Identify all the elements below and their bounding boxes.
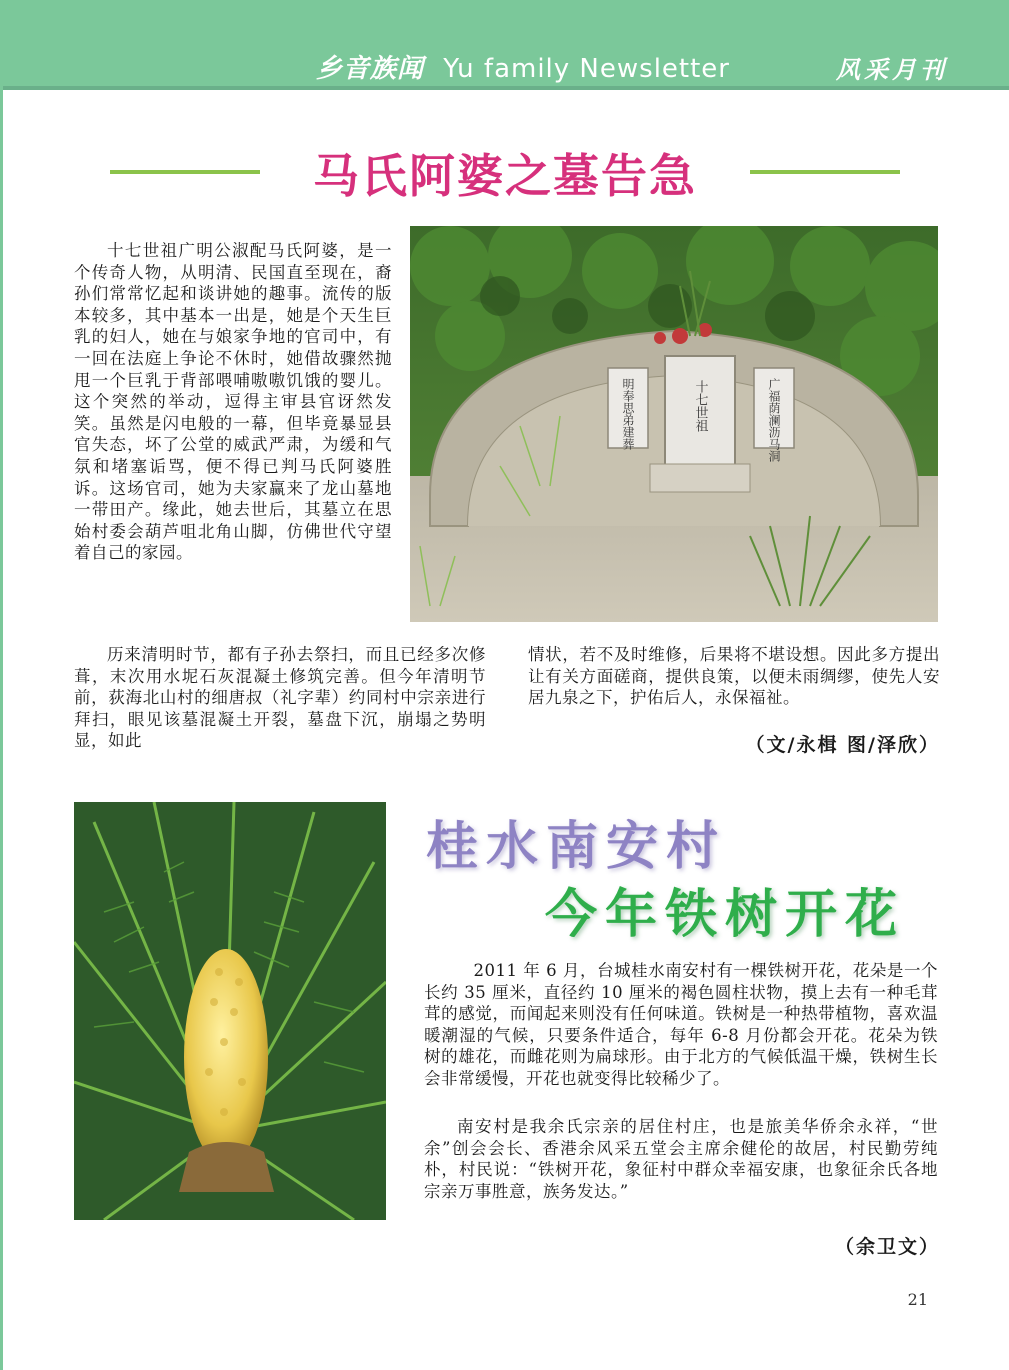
tomb-right-inscription: 广福荫澜沥马洞	[767, 378, 781, 462]
article1-title-block	[110, 140, 900, 203]
article1-paragraph-3: 情状，若不及时维修，后果将不堪设想。因此多方提出让有关方面磋商，提供良策，以便未雨绸缪，使先人安居九泉之下，护佑后人，永保福祉。	[528, 645, 940, 708]
newsletter-title-cn: 乡音族闻	[316, 54, 425, 84]
article2-credit: （余卫文）	[834, 1236, 940, 1258]
title-rule-right	[750, 170, 900, 174]
article1-paragraph-1: 十七世祖广明公淑配马氏阿婆，是一个传奇人物，从明清、民国直至现在，裔孙们常常忆起和谈讲她的趣事。流传的版本较多，其中基本一出是，她是个天生巨乳的妇人，她在与娘家争地的官司中，有一回在法庭上争论不休时，她借故骤然抛甩一个巨乳于背部喂哺嗷嗷饥饿的婴儿。这个突然的举动，逗得主审县官讶然发笑。虽然是闪电般的一幕，但毕竟暴显县官失态，坏了公堂的威武严肃，为缓和气氛和堵塞诟骂，便不得已判马氏阿婆胜诉。这场官司，她为夫家赢来了龙山墓地一带田产。缘此，她去世后，其墓立在思始村委会葫芦咀北角山脚，仿佛世代守望着自己的家园。	[74, 241, 392, 563]
article2-title-line2: 今年铁树开花	[545, 885, 906, 945]
article2-title-line1: 桂水南安村	[426, 817, 727, 877]
newsletter-title	[316, 48, 730, 85]
tomb-left-inscription: 明奉思弟建葬	[621, 378, 635, 450]
title-rule-left	[110, 170, 260, 174]
cycad-photo	[74, 802, 386, 1220]
article1-credit: （文/永楫 图/泽欣）	[745, 734, 940, 756]
page-number: 21	[907, 1290, 928, 1309]
left-margin-line	[0, 86, 3, 1370]
header-bar	[0, 0, 1009, 90]
article1-paragraph-2: 历来清明时节，都有子孙去祭扫，而且已经多次修葺，末次用水坭石灰混凝土修筑完善。但今年清明节前，荻海北山村的细唐叔（礼字辈）约同村中宗亲进行拜扫，眼见该墓混凝土开裂，墓盘下沉，崩塌之势明显，如此	[74, 645, 486, 751]
article2-paragraph-1: 2011 年 6 月，台城桂水南安村有一棵铁树开花，花朵是一个长约 35 厘米，直径约 10 厘米的褐色圆柱状物，摸上去有一种毛茸茸的感觉，而闻起来则没有任何味道。铁树是一种热带植物，喜欢温暖潮湿的气候，只要条件适合，每年 6-8 月份都会开花。花朵为铁树的雄花，而雌花则为扁球形。由于北方的气候低温干燥，铁树生长会非常缓慢，开花也就变得比较稀少了。	[424, 961, 938, 1088]
tomb-center-inscription: 十七世祖	[692, 380, 708, 432]
article2-paragraph-2: 南安村是我余氏宗亲的居住村庄，也是旅美华侨余永祥，“世余”创会会长、香港余风采五堂会主席余健伦的故居，村民勤劳纯朴，村民说：“铁树开花，象征村中群众幸福安康，也象征余氏各地宗亲万事胜意，族务发达。”	[424, 1117, 938, 1201]
article1-title: 马氏阿婆之墓告急	[313, 149, 697, 203]
section-label: 风采月刊	[836, 56, 948, 84]
tomb-photo	[410, 226, 938, 622]
newsletter-title-en: Yu family Newsletter	[443, 54, 730, 84]
